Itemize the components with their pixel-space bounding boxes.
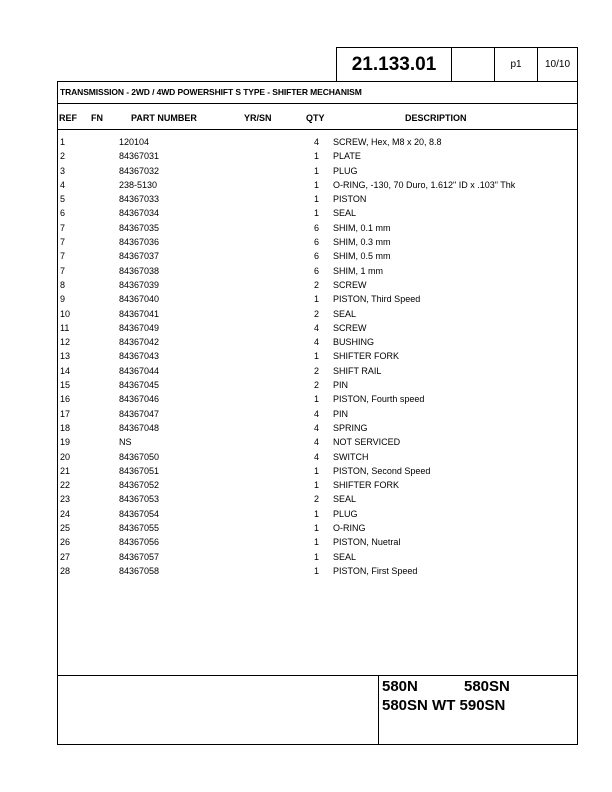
row-description: SHIFTER FORK — [333, 480, 400, 491]
row-description: PIN — [333, 408, 349, 419]
table-row — [57, 221, 578, 235]
row-part-number: 84367033 — [119, 194, 160, 205]
table-row — [57, 178, 578, 192]
row-description: NOT SERVICED — [333, 437, 401, 448]
row-qty: 4 — [313, 451, 319, 462]
row-qty: 2 — [313, 494, 319, 505]
table-row — [57, 521, 578, 535]
row-part-number: 84367034 — [119, 208, 160, 219]
table-row — [57, 364, 578, 378]
row-description: BUSHING — [333, 337, 375, 348]
row-qty: 1 — [313, 208, 319, 219]
row-description: SPRING — [333, 422, 368, 433]
table-row — [57, 535, 578, 549]
row-ref: 18 — [60, 422, 71, 433]
table-row — [57, 464, 578, 478]
page-of-label: 10/10 — [544, 59, 571, 70]
row-description: PLUG — [333, 165, 358, 176]
row-qty: 1 — [313, 480, 319, 491]
row-qty: 4 — [313, 408, 319, 419]
row-part-number: 84367036 — [119, 237, 160, 248]
title-divider — [58, 103, 577, 104]
row-description: SHIM, 0.1 mm — [333, 222, 391, 233]
column-header-divider — [58, 129, 577, 130]
row-qty: 1 — [313, 151, 319, 162]
table-row — [57, 564, 578, 578]
row-part-number: 84367035 — [119, 222, 160, 233]
row-ref: 10 — [60, 308, 71, 319]
table-row — [57, 392, 578, 406]
model-580sn-wt-590sn: 580SN WT 590SN — [382, 697, 506, 714]
row-description: PISTON, First Speed — [333, 565, 418, 576]
row-part-number: 84367056 — [119, 537, 160, 548]
table-row — [57, 507, 578, 521]
column-yr-sn: YR/SN — [244, 113, 272, 123]
row-ref: 23 — [60, 494, 71, 505]
row-qty: 1 — [313, 537, 319, 548]
row-qty: 4 — [313, 322, 319, 333]
row-part-number: 84367058 — [119, 565, 160, 576]
row-ref: 27 — [60, 551, 71, 562]
row-ref: 8 — [60, 279, 66, 290]
row-ref: 11 — [60, 322, 70, 333]
row-qty: 2 — [313, 380, 319, 391]
row-part-number: 84367057 — [119, 551, 160, 562]
row-ref: 2 — [60, 151, 66, 162]
row-part-number: 84367044 — [119, 365, 160, 376]
row-ref: 12 — [60, 337, 71, 348]
table-row — [57, 264, 578, 278]
row-part-number: 84367051 — [119, 465, 160, 476]
row-description: SEAL — [333, 551, 357, 562]
row-qty: 4 — [313, 437, 319, 448]
row-ref: 25 — [60, 523, 71, 534]
row-qty: 1 — [313, 294, 319, 305]
table-row — [57, 192, 578, 206]
row-ref: 14 — [60, 365, 71, 376]
section-title: TRANSMISSION - 2WD / 4WD POWERSHIFT S TYPE - SHIFTER MECHANISM — [60, 87, 362, 97]
row-qty: 2 — [313, 279, 319, 290]
row-part-number: 84367055 — [119, 523, 160, 534]
row-qty: 1 — [313, 351, 319, 362]
column-fn: FN — [91, 113, 103, 123]
row-qty: 2 — [313, 365, 319, 376]
row-description: SEAL — [333, 208, 357, 219]
row-ref: 20 — [60, 451, 71, 462]
row-ref: 3 — [60, 165, 66, 176]
row-description: PISTON, Fourth speed — [333, 394, 425, 405]
table-row — [57, 407, 578, 421]
row-part-number: 84367046 — [119, 394, 160, 405]
row-part-number: 84367050 — [119, 451, 160, 462]
document-header — [336, 47, 578, 81]
table-row — [57, 435, 578, 449]
row-ref: 19 — [60, 437, 71, 448]
row-part-number: 84367052 — [119, 480, 160, 491]
row-description: PISTON, Second Speed — [333, 465, 431, 476]
table-row — [57, 335, 578, 349]
table-row — [57, 278, 578, 292]
row-ref: 21 — [60, 465, 71, 476]
row-description: SCREW — [333, 322, 367, 333]
row-ref: 7 — [60, 251, 66, 262]
row-qty: 4 — [313, 422, 319, 433]
row-ref: 16 — [60, 394, 71, 405]
row-part-number: 84367048 — [119, 422, 160, 433]
row-ref: 13 — [60, 351, 71, 362]
row-description: O-RING — [333, 523, 366, 534]
row-qty: 4 — [313, 337, 319, 348]
row-description: SHIM, 1 mm — [333, 265, 384, 276]
model-box-divider — [378, 675, 379, 745]
row-description: PISTON — [333, 194, 367, 205]
row-ref: 28 — [60, 565, 71, 576]
row-ref: 7 — [60, 237, 66, 248]
row-part-number: 84367038 — [119, 265, 160, 276]
row-qty: 1 — [313, 165, 319, 176]
row-part-number: 84367047 — [119, 408, 160, 419]
row-part-number: 84367041 — [119, 308, 160, 319]
table-row — [57, 292, 578, 306]
row-description: SHIM, 0.5 mm — [333, 251, 391, 262]
row-description: SHIFTER FORK — [333, 351, 400, 362]
model-580sn: 580SN — [464, 678, 510, 695]
table-row — [57, 206, 578, 220]
row-description: SCREW — [333, 279, 367, 290]
table-row — [57, 235, 578, 249]
row-part-number: 84367043 — [119, 351, 160, 362]
row-ref: 15 — [60, 380, 71, 391]
page-label: p1 — [495, 48, 538, 81]
row-part-number: 84367045 — [119, 380, 160, 391]
table-row — [57, 550, 578, 564]
row-qty: 1 — [313, 465, 319, 476]
row-part-number: 84367040 — [119, 294, 160, 305]
row-part-number: 84367054 — [119, 508, 160, 519]
row-description: SEAL — [333, 494, 357, 505]
doc-number: 21.133.01 — [337, 48, 452, 81]
row-part-number: 84367042 — [119, 337, 160, 348]
row-qty: 1 — [313, 551, 319, 562]
row-qty: 6 — [313, 265, 319, 276]
row-description: PISTON, Third Speed — [333, 294, 421, 305]
row-part-number: 84367049 — [119, 322, 160, 333]
row-part-number: 84367037 — [119, 251, 160, 262]
row-part-number: 84367053 — [119, 494, 160, 505]
column-qty: QTY — [306, 113, 325, 123]
row-part-number: 84367031 — [119, 151, 160, 162]
row-qty: 6 — [313, 237, 319, 248]
table-row — [57, 378, 578, 392]
table-row — [57, 164, 578, 178]
row-ref: 6 — [60, 208, 66, 219]
row-ref: 4 — [60, 179, 66, 190]
row-ref: 26 — [60, 537, 71, 548]
row-description: O-RING, -130, 70 Duro, 1.612" ID x .103" Thk — [333, 179, 516, 190]
row-qty: 4 — [313, 137, 319, 147]
column-description: DESCRIPTION — [405, 113, 467, 123]
row-qty: 1 — [313, 508, 319, 519]
row-description: PLUG — [333, 508, 358, 519]
row-description: SCREW, Hex, M8 x 20, 8.8 — [333, 137, 442, 147]
row-qty: 1 — [313, 565, 319, 576]
table-row — [57, 492, 578, 506]
row-qty: 1 — [313, 179, 319, 190]
row-ref: 1 — [60, 137, 66, 147]
table-row — [57, 135, 578, 149]
table-row — [57, 249, 578, 263]
row-description: PISTON, Nuetral — [333, 537, 401, 548]
column-ref: REF — [59, 113, 77, 123]
row-part-number: 238-5130 — [119, 179, 158, 190]
row-qty: 1 — [313, 394, 319, 405]
column-part-number: PART NUMBER — [131, 113, 197, 123]
row-ref: 22 — [60, 480, 71, 491]
row-ref: 7 — [60, 265, 66, 276]
table-row — [57, 321, 578, 335]
table-row — [57, 307, 578, 321]
table-row — [57, 450, 578, 464]
table-row — [57, 149, 578, 163]
row-description: SHIM, 0.3 mm — [333, 237, 391, 248]
row-description: PLATE — [333, 151, 361, 162]
row-ref: 24 — [60, 508, 71, 519]
model-580n: 580N — [382, 678, 418, 695]
table-row — [57, 349, 578, 363]
row-ref: 17 — [60, 408, 71, 419]
row-part-number: 84367032 — [119, 165, 160, 176]
row-part-number: NS — [119, 437, 132, 448]
header-blank-cell — [452, 48, 495, 81]
row-qty: 1 — [313, 523, 319, 534]
parts-table-body — [57, 135, 578, 578]
row-description: SEAL — [333, 308, 357, 319]
row-ref: 5 — [60, 194, 66, 205]
row-qty: 6 — [313, 222, 319, 233]
table-row — [57, 478, 578, 492]
row-qty: 1 — [313, 194, 319, 205]
row-qty: 6 — [313, 251, 319, 262]
row-qty: 2 — [313, 308, 319, 319]
row-part-number: 120104 — [119, 137, 150, 147]
row-ref: 9 — [60, 294, 66, 305]
footer-divider — [58, 675, 577, 676]
row-ref: 7 — [60, 222, 66, 233]
row-part-number: 84367039 — [119, 279, 160, 290]
row-description: SHIFT RAIL — [333, 365, 382, 376]
row-description: PIN — [333, 380, 349, 391]
row-description: SWITCH — [333, 451, 369, 462]
table-row — [57, 421, 578, 435]
